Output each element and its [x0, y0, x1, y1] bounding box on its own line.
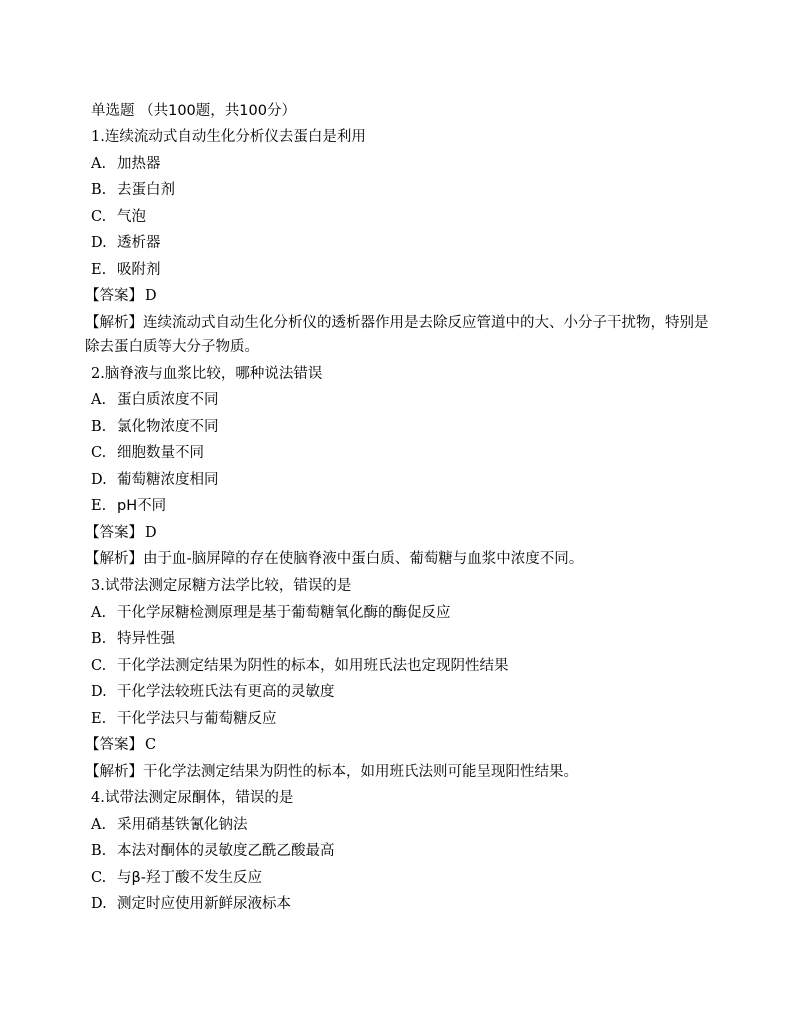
- option-text: 透析器: [117, 235, 161, 251]
- question-number: 2.: [91, 365, 105, 382]
- option-text: 干化学法只与葡萄糖反应: [117, 710, 277, 727]
- option-text: 本法对酮体的灵敏度乙酰乙酸最高: [117, 843, 335, 859]
- question-text: 脑脊液与血浆比较，哪种说法错误: [104, 365, 323, 382]
- analysis-text: 连续流动式自动生化分析仪的透析器作用是去除反应管道中的大、小分子干扰物，特别是除去蛋白质等大分子物质。: [85, 314, 709, 355]
- option-e: [91, 493, 734, 520]
- option-c: [91, 440, 734, 467]
- analysis-line: [85, 759, 734, 786]
- answer-line: [85, 283, 734, 310]
- option-c: [91, 653, 734, 680]
- option-letter: C.: [91, 208, 107, 225]
- option-text: 蛋白质浓度不同: [117, 392, 219, 408]
- option-text: 与β-羟丁酸不发生反应: [117, 869, 262, 886]
- option-letter: D.: [91, 684, 107, 700]
- analysis-label: 【解析】: [85, 314, 143, 331]
- option-letter: D.: [91, 471, 107, 488]
- option-letter: C.: [91, 657, 107, 674]
- question-number: 3.: [91, 578, 105, 594]
- question-text: 试带法测定尿糖方法学比较，错误的是: [104, 578, 352, 594]
- option-text: 干化学尿糖检测原理是基于葡萄糖氧化酶的酶促反应: [117, 604, 451, 621]
- question-text: 连续流动式自动生化分析仪去蛋白是利用: [104, 129, 366, 145]
- analysis-text: 干化学法测定结果为阴性的标本，如用班氏法则可能呈现阳性结果。: [143, 763, 578, 780]
- option-letter: E.: [91, 261, 107, 278]
- answer-label: 【答案】: [85, 288, 143, 304]
- question-stem: [91, 361, 734, 388]
- option-letter: E.: [91, 710, 107, 727]
- option-text: pH不同: [117, 498, 167, 514]
- option-a: [91, 387, 734, 414]
- option-text: 细胞数量不同: [117, 445, 204, 461]
- option-letter: A.: [91, 604, 107, 621]
- option-c: [91, 865, 734, 892]
- analysis-line: [85, 310, 715, 361]
- answer-value: C: [145, 737, 157, 753]
- option-text: 氯化物浓度不同: [117, 418, 219, 435]
- option-d: [91, 891, 734, 918]
- analysis-line: [85, 546, 715, 573]
- answer-value: D: [145, 524, 157, 541]
- option-e: [91, 257, 734, 284]
- question-stem: [91, 785, 734, 812]
- option-letter: B.: [91, 182, 107, 198]
- answer-value: D: [145, 288, 157, 304]
- answer-label: 【答案】: [85, 737, 143, 753]
- option-text: 去蛋白剂: [117, 182, 175, 198]
- option-letter: D.: [91, 235, 107, 251]
- answer-line: [85, 520, 734, 547]
- option-a: [91, 600, 734, 627]
- option-text: 干化学法测定结果为阴性的标本，如用班氏法也定现阴性结果: [117, 657, 509, 674]
- section-title: 单选题 （共100题，共100分）: [91, 103, 296, 119]
- option-d: [91, 230, 734, 257]
- option-a: [91, 812, 734, 839]
- option-b: [91, 414, 734, 441]
- option-text: 特异性强: [117, 631, 175, 647]
- option-text: 干化学法较班氏法有更高的灵敏度: [117, 684, 335, 700]
- question-2: [85, 361, 734, 574]
- option-text: 采用硝基铁氰化钠法: [117, 816, 248, 833]
- option-c: [91, 204, 734, 231]
- answer-label: 【答案】: [85, 524, 143, 541]
- analysis-text: 由于血-脑屏障的存在使脑脊液中蛋白质、葡萄糖与血浆中浓度不同。: [143, 551, 584, 567]
- option-text: 气泡: [117, 208, 146, 225]
- option-text: 测定时应使用新鲜尿液标本: [117, 896, 291, 912]
- question-3: [85, 573, 734, 785]
- option-letter: B.: [91, 418, 107, 435]
- analysis-label: 【解析】: [85, 551, 143, 567]
- question-4: [91, 785, 734, 918]
- question-1: [85, 124, 734, 361]
- analysis-label: 【解析】: [85, 763, 143, 780]
- question-stem: [91, 124, 734, 151]
- option-letter: B.: [91, 843, 107, 859]
- question-text: 试带法测定尿酮体，错误的是: [104, 790, 294, 806]
- question-number: 1.: [91, 129, 105, 145]
- option-letter: D.: [91, 896, 107, 912]
- option-b: [91, 177, 734, 204]
- option-text: 葡萄糖浓度相同: [117, 471, 219, 488]
- option-letter: A.: [91, 816, 107, 833]
- question-number: 4.: [91, 790, 105, 806]
- option-a: [91, 151, 734, 178]
- answer-line: [85, 732, 734, 759]
- option-b: [91, 626, 734, 653]
- option-letter: C.: [91, 869, 107, 886]
- option-text: 吸附剂: [117, 261, 161, 278]
- option-letter: C.: [91, 445, 107, 461]
- option-text: 加热器: [117, 155, 161, 172]
- option-letter: A.: [91, 392, 107, 408]
- option-letter: A.: [91, 155, 107, 172]
- option-b: [91, 838, 734, 865]
- option-d: [91, 679, 734, 706]
- option-letter: E.: [91, 498, 107, 514]
- option-e: [91, 706, 734, 733]
- option-d: [91, 467, 734, 494]
- question-stem: [91, 573, 734, 600]
- option-letter: B.: [91, 631, 107, 647]
